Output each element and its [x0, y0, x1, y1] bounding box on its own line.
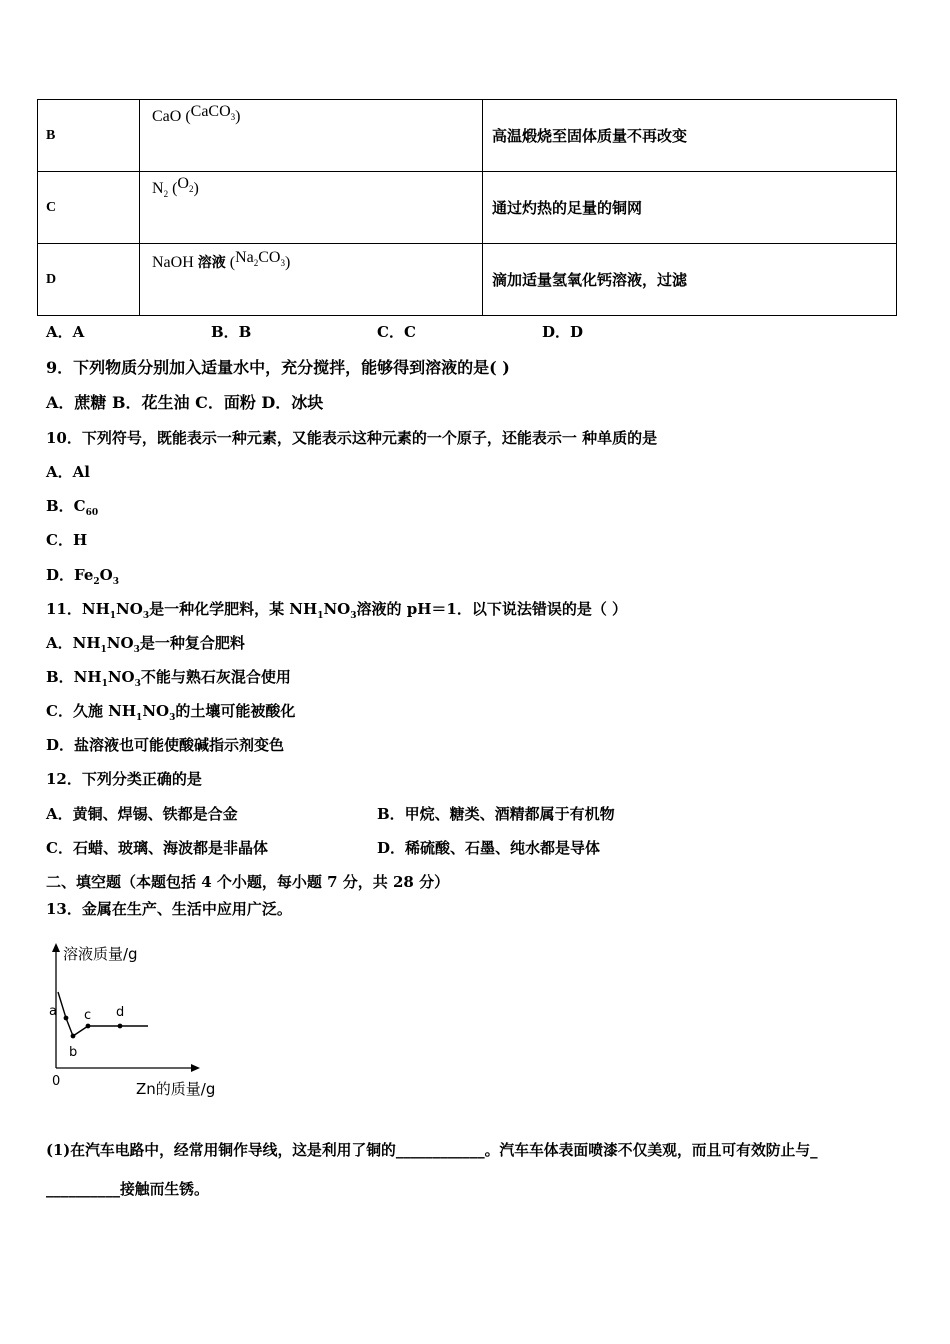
formula: $N_2$ $(O_2)$ — [152, 175, 199, 200]
method-cell: 高温煅烧至固体质量不再改变 — [483, 100, 897, 172]
q11-choice-d[interactable]: D．盐溶液也可能使酸碱指示剂变色 — [46, 736, 285, 754]
q9-stem: 9．下列物质分别加入适量水中，充分搅拌，能够得到溶液的是( ) — [46, 358, 510, 377]
q8-choice-a[interactable]: A．A — [46, 323, 85, 341]
q11-choice-c[interactable]: C．久施 $NH_1NO_3$的土壤可能被酸化 — [46, 702, 296, 723]
label-d: d — [116, 1005, 125, 1020]
formula-cell — [140, 244, 483, 316]
formula-cell — [140, 172, 483, 244]
origin-label: 0 — [52, 1074, 61, 1089]
table-row — [38, 244, 897, 316]
method-cell: 通过灼热的足量的铜网 — [483, 172, 897, 244]
options-table — [37, 99, 897, 316]
label-c: c — [84, 1008, 92, 1023]
solution-mass-graph — [40, 940, 240, 1100]
x-axis-arrow — [191, 1064, 200, 1072]
y-axis-label: 溶液质量/g — [63, 945, 138, 963]
row-label: B — [38, 100, 140, 172]
q12-choice-d[interactable]: D．稀硫酸、石墨、纯水都是导体 — [377, 839, 601, 857]
q11-stem: 11．$NH_1NO_3$是一种化学肥料，某 $NH_1NO_3$溶液的 pH＝1．以下说法错误的是（ ） — [46, 600, 628, 621]
table-row — [38, 100, 897, 172]
q12-stem: 12．下列分类正确的是 — [46, 770, 202, 788]
q8-choice-c[interactable]: C．C — [377, 323, 416, 341]
q12-choice-a[interactable]: A．黄铜、焊锡、铁都是合金 — [46, 805, 238, 823]
q10-stem: 10．下列符号，既能表示一种元素，又能表示这种元素的一个原子，还能表示一 种单质的是 — [46, 429, 658, 447]
label-b: b — [69, 1045, 78, 1060]
point-c — [86, 1024, 91, 1029]
mass-curve — [58, 992, 148, 1036]
table-row — [38, 172, 897, 244]
label-a: a — [49, 1004, 57, 1019]
point-d — [118, 1024, 123, 1029]
formula-cell — [140, 100, 483, 172]
section-heading: 二、填空题（本题包括 4 个小题，每小题 7 分，共 28 分） — [46, 873, 450, 891]
q12-choice-b[interactable]: B．甲烷、糖类、酒精都属于有机物 — [377, 805, 615, 823]
method-cell: 滴加适量氢氧化钙溶液，过滤 — [483, 244, 897, 316]
q11-choice-a[interactable]: A．$NH_1NO_3$是一种复合肥料 — [46, 634, 245, 655]
q10-choice-c[interactable]: C．H — [46, 531, 88, 549]
formula: NaOH 溶液 $(Na_2CO_3)$ — [152, 249, 291, 271]
point-b — [71, 1034, 76, 1039]
q8-choice-d[interactable]: D．D — [542, 323, 584, 341]
row-label: D — [38, 244, 140, 316]
x-axis-label: Zn的质量/g — [136, 1080, 216, 1098]
q11-choice-b[interactable]: B．$NH_1NO_3$不能与熟石灰混合使用 — [46, 668, 291, 689]
q10-choice-d[interactable]: D．$Fe_2O_3$ — [46, 566, 119, 587]
q8-choice-b[interactable]: B．B — [211, 323, 252, 341]
q13-part1-line1: (1)在汽车电路中，经常用铜作导线，这是利用了铜的____________。汽车车体表面喷漆不仅美观，而且可有效防止与_ — [46, 1142, 818, 1159]
q12-choice-c[interactable]: C．石蜡、玻璃、海波都是非晶体 — [46, 839, 268, 857]
row-label: C — [38, 172, 140, 244]
q10-choice-a[interactable]: A．Al — [46, 463, 90, 481]
q10-choice-b[interactable]: B．$C_{60}$ — [46, 497, 99, 518]
formula: CaO (CaCO$_3$) — [152, 103, 241, 125]
q13-stem: 13．金属在生产、生活中应用广泛。 — [46, 900, 292, 918]
y-axis-arrow — [52, 943, 60, 952]
point-a — [64, 1016, 69, 1021]
q13-part1-line2: __________接触而生锈。 — [46, 1181, 209, 1198]
q9-choices[interactable]: A．蔗糖 B．花生油 C．面粉 D．冰块 — [46, 393, 324, 412]
